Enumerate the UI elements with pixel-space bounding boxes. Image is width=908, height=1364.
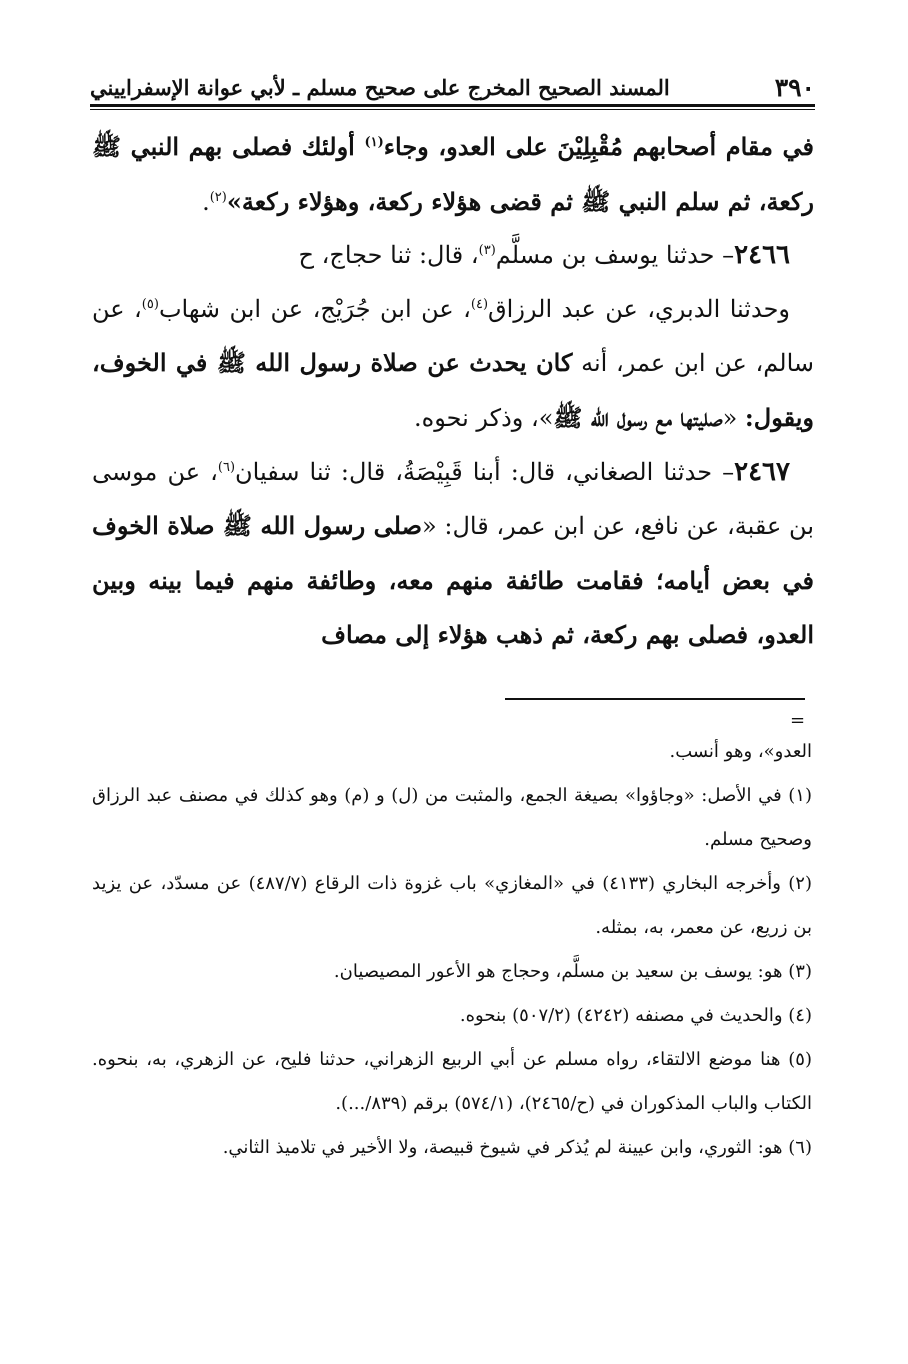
header-rule-thick <box>90 104 815 107</box>
text-segment: – حدثنا الصغاني، قال: أبنا قَبِيْصَةُ، قال: ثنا سفيان <box>235 457 735 486</box>
main-text <box>92 120 814 663</box>
hadith-number: ٢٤٦٧ <box>734 456 790 487</box>
hadith-2466 <box>92 229 814 283</box>
footnotes <box>92 730 812 1170</box>
footnote-ref: (٤) <box>470 296 489 312</box>
footnote-ref: (١) <box>364 135 384 150</box>
text-segment: أولئك فصلى بهم النبي ﷺ ركعة، ثم سلم النبي ﷺ ثم قضى هؤلاء ركعة، وهؤلاء ركعة» <box>92 132 814 216</box>
text-segment: ، قال: ثنا حجاج، ح <box>298 241 479 270</box>
footnote-2: (٢) وأخرجه البخاري (٤١٣٣) في «المغازي» باب غزوة ذات الرقاع (٤٨٧/٧) عن مسدّد، عن يزيد بن زريع، عن معمر، به، بمثله. <box>92 873 812 938</box>
footnote-1: (١) في الأصل: «وجاؤوا» بصيغة الجمع، والمثبت من (ل) و (م) وهو كذلك في مصنف عبد الرزاق وصحيح مسلم. <box>92 785 812 850</box>
footnote-3: (٣) هو: يوسف بن سعيد بن مسلَّم، وحجاج هو الأعور المصيصيان. <box>333 961 812 982</box>
hadith-number: ٢٤٦٦ <box>734 240 790 271</box>
footnote-ref: (٦) <box>217 459 236 475</box>
header-rule-thin <box>90 109 815 110</box>
text-segment: وحدثنا الدبري، عن عبد الرزاق <box>488 294 791 323</box>
footnote-ref: (٥) <box>141 296 159 312</box>
text-segment-bold: صليتها مع رسول الله ﷺ <box>553 402 723 432</box>
text-segment: »، وذكر نحوه. <box>414 403 554 432</box>
footnote-continued: العدو»، وهو أنسب. <box>669 741 812 762</box>
footnote-ref: (٢) <box>209 189 227 205</box>
text-segment-bold: كان يحدث عن صلاة رسول الله ﷺ في الخوف، ويقول: <box>92 348 814 432</box>
hadith-2466-chain <box>92 283 814 446</box>
text-segment: – حدثنا يوسف بن مسلَّم <box>495 241 735 270</box>
text-segment: . <box>202 187 210 216</box>
running-title: المسند الصحيح المخرج على صحيح مسلم ـ لأبي عوانة الإسفراييني <box>90 74 670 100</box>
footnote-continued-mark: = <box>790 710 806 731</box>
text-segment: ، عن موسى بن عقبة، عن نافع، عن ابن عمر، قال: « <box>92 457 814 541</box>
text-segment: ، عن سالم، عن ابن عمر، أنه <box>92 294 815 378</box>
text-segment: « <box>722 403 745 432</box>
page-header <box>90 72 815 102</box>
text-segment: في مقام أصحابهم مُقْبِلِيْنَ على العدو، وجاء <box>383 132 814 161</box>
footnote-separator <box>505 698 805 700</box>
footnote-ref: (٣) <box>478 243 496 259</box>
paragraph-continued <box>92 120 814 229</box>
hadith-2467 <box>92 446 814 663</box>
footnote-5: (٥) هنا موضع الالتقاء، رواه مسلم عن أبي الربيع الزهراني، حدثنا فليح، عن الزهري، به، بنحوه. الكتاب والباب المذكوران في (ح/٢٤٦٥)، (٥٧٤/١) برقم (٨٣٩/...). <box>92 1049 812 1114</box>
footnote-6: (٦) هو: الثوري، وابن عيينة لم يُذكر في شيوخ قبيصة، ولا الأخير في تلاميذ الثاني. <box>222 1137 812 1158</box>
page-number: ٣٩٠ <box>774 72 815 102</box>
footnote-4: (٤) والحديث في مصنفه (٤٢٤٢) (٥٠٧/٢) بنحوه. <box>459 1005 812 1026</box>
text-segment: ، عن ابن جُرَيْج، عن ابن شهاب <box>158 294 471 323</box>
text-segment-bold: صلى رسول الله ﷺ صلاة الخوف في بعض أيامه؛ فقامت طائفة منهم معه، وطائفة منهم فيما بينه وبين العدو، فصلى بهم ركعة، ثم ذهب هؤلاء إلى مصاف <box>92 511 814 650</box>
